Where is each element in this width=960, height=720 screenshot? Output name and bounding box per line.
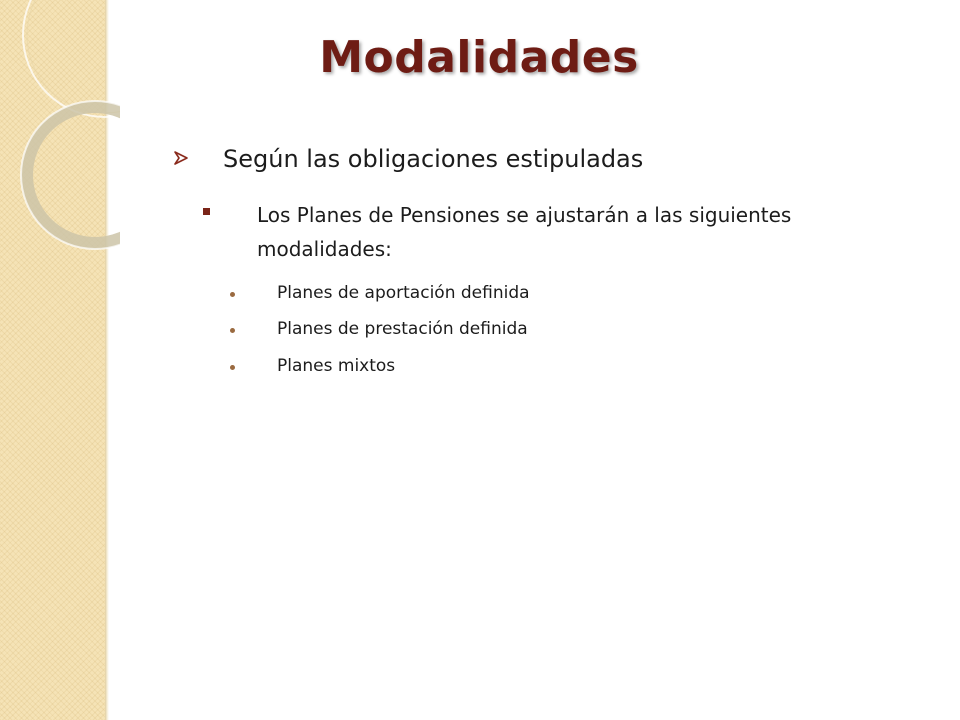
dot-bullet-icon xyxy=(230,328,235,333)
square-bullet-icon xyxy=(203,208,210,215)
dot-bullet-icon xyxy=(230,292,235,297)
bullet-level3-text: Planes de aportación definida xyxy=(277,283,530,303)
bullet-level3-text: Planes de prestación definida xyxy=(277,319,528,339)
bullet-level3-text: Planes mixtos xyxy=(277,356,396,376)
dot-bullet-icon xyxy=(230,365,235,370)
sidebar-edge xyxy=(105,0,109,720)
slide-title xyxy=(0,32,960,83)
arrow-bullet-icon xyxy=(173,150,189,166)
slide-title-text: Modalidades xyxy=(319,32,639,83)
bullet-level2-text: Los Planes de Pensiones se ajustarán a las siguientes modalidades: xyxy=(257,203,792,261)
bullet-level1-text: Según las obligaciones estipuladas xyxy=(223,145,644,173)
decorative-sidebar xyxy=(0,0,105,720)
